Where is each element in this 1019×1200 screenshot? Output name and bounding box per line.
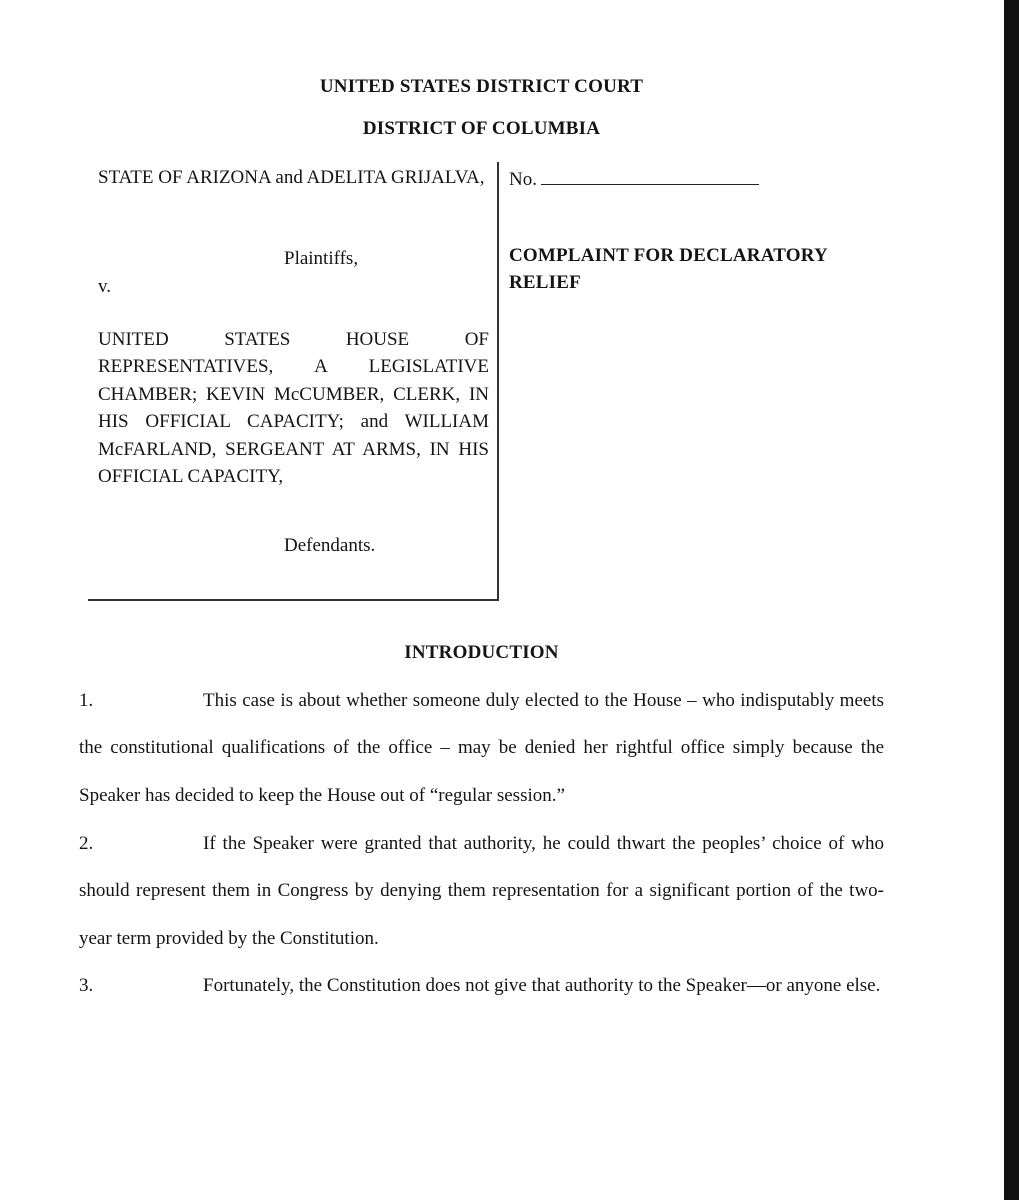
court-district: DISTRICT OF COLUMBIA <box>362 118 601 139</box>
versus-label: v. <box>98 276 112 297</box>
defendants-names: UNITED STATES HOUSE OF REPRESENTATIVES, A LEGISLATIVE CHAMBER; KEVIN McCUMBER, CLERK, IN HIS OFFICIAL CAPACITY; and WILLIAM McFARLAND, SERGEANT AT ARMS, IN HIS OFFICIAL CAPACITY, <box>98 329 489 488</box>
paragraph: 3. Fortunately, the Constitution does not give that authority to the Speaker—or anyone else. <box>79 975 881 996</box>
page-edge-shadow <box>1004 0 1019 1200</box>
paragraph-text: This case is about whether someone duly elected to the House – who indisputably meets the constitutional qualifications of the office – may be denied her rightful office simply because the Speaker has decided to keep the House out of “regular session.” <box>79 690 884 806</box>
introduction-heading: INTRODUCTION <box>404 642 559 663</box>
paragraph-text: Fortunately, the Constitution does not give that authority to the Speaker—or anyone else. <box>203 975 881 996</box>
plaintiffs-label: Plaintiffs, <box>284 248 359 269</box>
court-name: UNITED STATES DISTRICT COURT <box>319 76 644 97</box>
caption-bottom-rule <box>88 599 499 601</box>
paragraph: 1. This case is about whether someone duly elected to the House – who indisputably meets the constitutional qualifications of the office – may be denied her rightful office simply because the Speaker has decided to keep the House out of “regular session.” <box>79 690 884 806</box>
case-number-blank <box>541 164 759 185</box>
paragraph: 2. If the Speaker were granted that authority, he could thwart the peoples’ choice of who should represent them in Congress by denying them representation for a significant portion of the two-year term provided by the Constitution. <box>79 833 884 949</box>
case-number-label: No. <box>509 169 537 190</box>
defendants-label: Defendants. <box>284 535 376 556</box>
document-title: COMPLAINT FOR DECLARATORY RELIEF <box>509 245 828 294</box>
paragraph-text: If the Speaker were granted that authority, he could thwart the peoples’ choice of who should represent them in Congress by denying them representation for a significant portion of the two-year term provided by the Constitution. <box>79 833 884 949</box>
case-number <box>509 164 759 191</box>
caption-divider <box>497 162 499 600</box>
plaintiffs-names: STATE OF ARIZONA and ADELITA GRIJALVA, <box>98 167 485 188</box>
